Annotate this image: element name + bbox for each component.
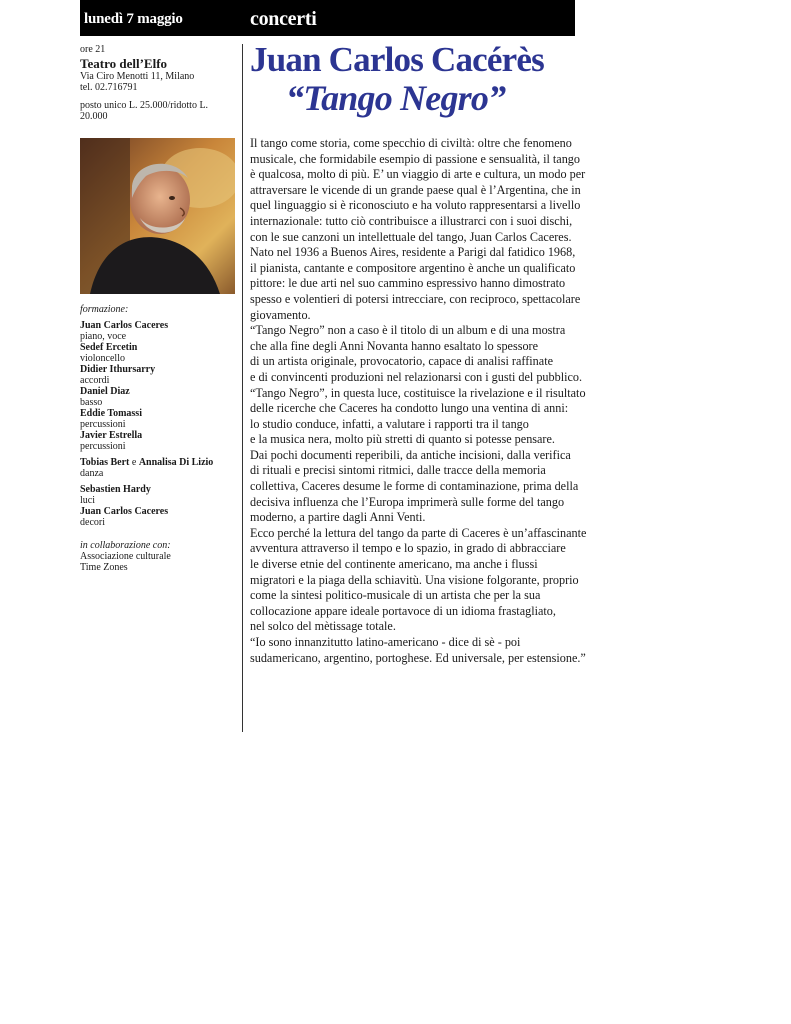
collab-heading: in collaborazione con: <box>80 540 171 551</box>
crew-name: Sebastien Hardy <box>80 484 151 495</box>
body-line: Nato nel 1936 a Buenos Aires, residente a Parigi dal fatidico 1968, <box>250 245 576 260</box>
header-bar <box>80 0 575 36</box>
body-line: di un artista originale, provocatorio, capace di analisi raffinate <box>250 354 553 369</box>
body-line: è qualcosa, molto di più. E’ un viaggio di arte e cultura, un modo per <box>250 167 586 182</box>
member-name: Javier Estrella <box>80 430 143 441</box>
body-line: migratori e la piaga della schiavitù. Una visione folgorante, proprio <box>250 572 579 587</box>
body-line: “Io sono innanzitutto latino-americano - dice di sè - poi <box>250 635 521 649</box>
body-line: “Tango Negro”, in questa luce, costituisce la rivelazione e il risultato <box>250 385 586 400</box>
body-line: lo studio conduce, infatti, a valutare i rapporti tra il tango <box>250 416 529 431</box>
body-line: pittore: le due arti nel suo cammino espressivo hanno dimostrato <box>250 276 566 291</box>
lineup <box>80 304 238 573</box>
dancer-name: Tobias Bert <box>80 457 130 468</box>
body-line: attraversare le vicende di un grande paese qual è l’Argentina, che in <box>250 182 581 197</box>
crew-role: decori <box>80 517 105 528</box>
body-line: nel solco del mètissage totale. <box>250 619 396 634</box>
member-role: basso <box>80 397 103 408</box>
dancer-joiner: e <box>129 457 139 468</box>
venue-address: Via Ciro Menotti 11, Milano <box>80 70 195 82</box>
member-role: piano, voce <box>80 331 127 342</box>
ticket-price: posto unico L. 25.000/ridotto L. 20.000 <box>80 99 209 122</box>
venue-name: Teatro dell’Elfo <box>80 55 168 71</box>
body-line: e di convincenti produzioni nel relazionarsi con i gusti del pubblico. <box>250 369 583 384</box>
body-line: internazionale: tutto ciò contribuisce a illustrarci con i suoi dischi, <box>250 213 573 228</box>
member-role: accordi <box>80 375 110 386</box>
member-name: Daniel Diaz <box>80 386 130 397</box>
body-line: avventura attraverso il tempo e lo spazio, in grado di abbracciare <box>250 541 566 556</box>
body-line: musicale, che formidabile esempio di passione e sensualità, il tango <box>250 151 580 166</box>
member-name: Juan Carlos Caceres <box>80 320 169 331</box>
lineup-heading: formazione: <box>80 304 129 315</box>
collab-line: Associazione culturale <box>80 551 171 562</box>
body-line: “Tango Negro” non a caso è il titolo di un album e di una mostra <box>250 323 566 338</box>
member-name: Eddie Tomassi <box>80 408 142 419</box>
body-line: Dai pochi documenti reperibili, da antiche incisioni, dalla verifica <box>250 447 571 462</box>
lineup-member <box>80 430 238 452</box>
event-date: lunedì 7 maggio <box>84 11 183 27</box>
lineup-member <box>80 320 238 342</box>
collaboration <box>80 540 238 573</box>
dance-role: danza <box>80 468 104 479</box>
collab-line: Time Zones <box>80 562 128 573</box>
article-title <box>250 40 580 116</box>
body-line: Il tango come storia, come specchio di civiltà: oltre che fenomeno <box>250 136 572 150</box>
body-line: come la sintesi politico-musicale di un artista che per la sua <box>250 588 541 603</box>
event-info <box>80 44 238 123</box>
body-line: moderno, a partire dagli Anni Venti. <box>250 510 426 525</box>
body-line: Ecco perché la lettura del tango da parte di Caceres è un’affascinante <box>250 525 587 540</box>
body-line: le diverse etnie del continente americano, ma anche i flussi <box>250 557 538 572</box>
member-name: Sedef Ercetin <box>80 342 138 353</box>
lineup-member <box>80 386 238 408</box>
artist-photo <box>80 138 235 294</box>
crew-name: Juan Carlos Caceres <box>80 506 169 517</box>
body-line: di rituali e precisi sintomi ritmici, dalle tracce della memoria <box>250 463 546 478</box>
body-line: spesso e volentieri di potersi intrecciare, con reciproco, spettacolare <box>250 291 581 306</box>
body-line: e la musica nera, molto più stretti di quanto si potesse pensare. <box>250 432 555 447</box>
dancer-name: Annalisa Di Lizio <box>138 457 214 468</box>
lineup-member <box>80 408 238 430</box>
lineup-member <box>80 364 238 386</box>
body-line: collettiva, Caceres desume le forme di contaminazione, prima della <box>250 479 579 494</box>
dance-credit <box>80 457 238 479</box>
body-line: decisiva influenza che l’Europa imprimerà sulle forme del tango <box>250 494 565 509</box>
crew-member <box>80 484 238 506</box>
body-line: con le sue canzoni un intellettuale del tango, Juan Carlos Caceres. <box>250 229 572 244</box>
section-title: concerti <box>250 8 317 30</box>
column-divider <box>242 44 243 732</box>
body-line: giovamento. <box>250 307 311 322</box>
member-role: percussioni <box>80 419 126 430</box>
crew-member <box>80 506 238 528</box>
body-line: il pianista, cantante e compositore argentino è anche un qualificato <box>250 260 576 275</box>
event-time: ore 21 <box>80 44 106 55</box>
article-body <box>250 136 587 666</box>
body-line: che alla fine degli Anni Novanta hanno esaltato lo spessore <box>250 338 539 353</box>
lineup-member <box>80 342 238 364</box>
member-role: violoncello <box>80 353 125 364</box>
show-title: “Tango Negro” <box>286 78 506 118</box>
member-role: percussioni <box>80 441 126 452</box>
body-line: quel linguaggio si è riconosciuto e ha voluto rappresentarsi a livello <box>250 198 581 213</box>
body-line: sudamericano, argentino, portoghese. Ed universale, per estensione.” <box>250 650 586 665</box>
body-line: collocazione appare ideale portavoce di un idioma frastagliato, <box>250 603 556 618</box>
body-line: delle ricerche che Caceres ha condotto lungo una ventina di anni: <box>250 401 569 416</box>
venue-phone: tel. 02.716791 <box>80 82 138 93</box>
crew-role: luci <box>80 495 95 506</box>
member-name: Didier Ithursarry <box>80 364 156 375</box>
artist-name: Juan Carlos Cacérès <box>250 40 544 79</box>
